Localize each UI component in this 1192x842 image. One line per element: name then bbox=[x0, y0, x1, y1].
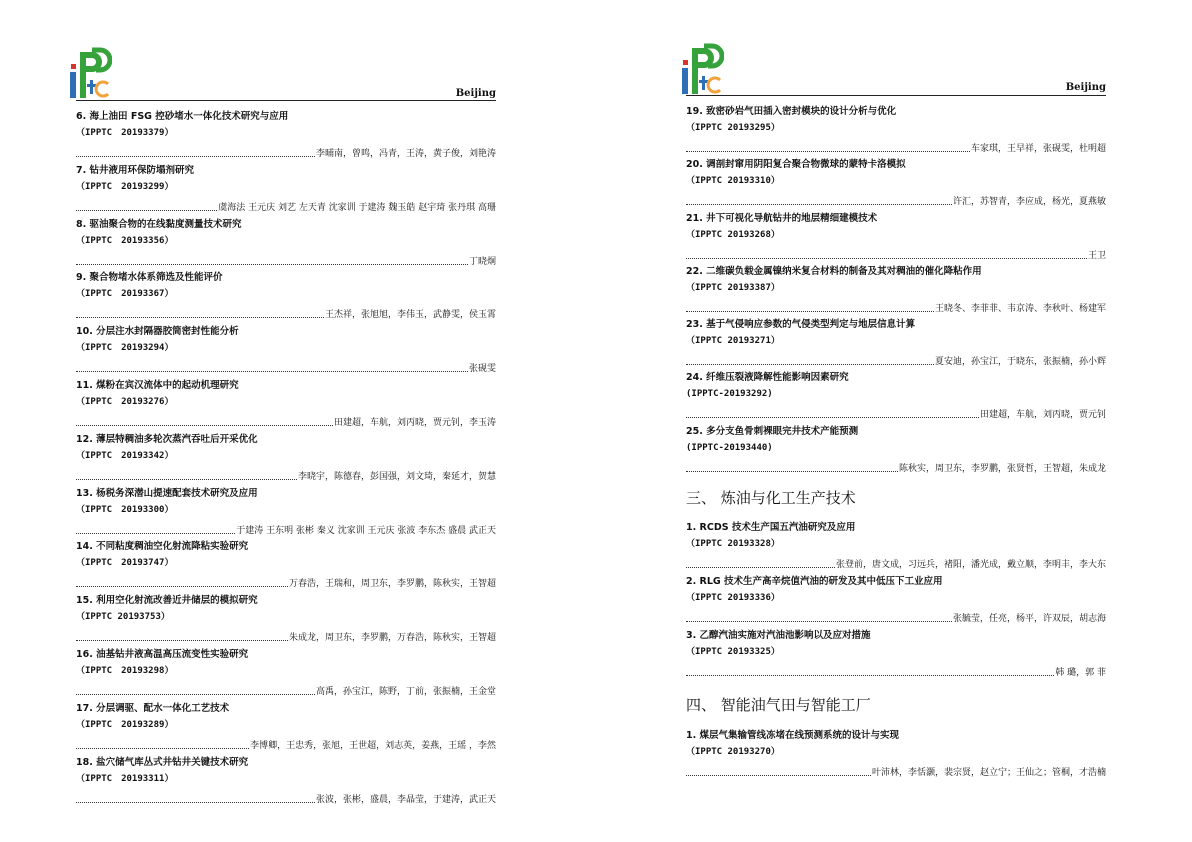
toc-entry bbox=[76, 592, 496, 646]
entry-title: 19. 致密砂岩气田插入密封模块的设计分析与优化 bbox=[686, 106, 897, 117]
entry-authors: 陈秋实，周卫东，李罗鹏，张贤哲，王智超，朱成龙 bbox=[898, 463, 1106, 474]
entry-code: （IPPTC 20193298） bbox=[76, 665, 174, 676]
entry-author-line bbox=[686, 137, 1106, 156]
entry-title: 15. 利用空化射流改善近井储层的模拟研究 bbox=[76, 595, 258, 607]
toc-entry bbox=[686, 103, 1106, 156]
entry-authors: 虞海法 王元庆 刘艺 左天青 沈家训 于建涛 魏玉皓 赵宇琦 张丹琪 高珊 bbox=[218, 202, 496, 213]
dot-leader bbox=[686, 258, 1087, 259]
entry-author-line bbox=[686, 761, 1106, 780]
entry-authors: 李晡南，曾鸣，冯青，王涛，黄子俊，刘艳涛 bbox=[315, 149, 496, 159]
dot-leader bbox=[76, 264, 468, 265]
header-rule bbox=[76, 100, 496, 101]
toc-entry bbox=[76, 485, 496, 539]
entry-title: 3. 乙醇汽油实施对汽油池影响以及应对措施 bbox=[686, 629, 871, 641]
toc-entry bbox=[686, 519, 1106, 573]
ipptc-logo bbox=[66, 46, 112, 102]
toc-entry bbox=[76, 431, 496, 485]
entry-code: （IPPTC 20193342） bbox=[76, 450, 174, 461]
dot-leader bbox=[76, 371, 468, 372]
entry-code: (IPPTC-20193440) bbox=[686, 442, 773, 453]
toc-entry bbox=[76, 216, 496, 270]
dot-leader bbox=[76, 210, 217, 211]
entry-code: （IPPTC 20193328） bbox=[686, 539, 780, 549]
toc-entry bbox=[76, 538, 496, 592]
entry-title: 16. 油基钻井液高温高压流变性实验研究 bbox=[76, 648, 249, 660]
entry-authors: 许汇，苏智青，李应成，杨光，夏燕敏 bbox=[952, 197, 1106, 208]
dot-leader bbox=[686, 567, 835, 568]
entry-title: 22. 二维碳负载金属镍纳米复合材料的制备及其对稠油的催化降粘作用 bbox=[686, 265, 982, 277]
entry-authors: 高禹，孙宝江，陈野，丁前，张振楠，王金堂 bbox=[315, 686, 496, 697]
header-rule bbox=[686, 95, 1106, 96]
entry-title: 14. 不同粘度稠油空化射流降粘实验研究 bbox=[76, 541, 249, 553]
entry-title: 9. 聚合物堵水体系筛选及性能评价 bbox=[76, 272, 223, 284]
entry-authors: 万春浩，王瑞和，周卫东，李罗鹏，陈秋实，王智超 bbox=[288, 579, 496, 590]
entry-author-line bbox=[686, 350, 1106, 369]
entry-author-line bbox=[76, 572, 496, 591]
dot-leader bbox=[686, 417, 979, 418]
entry-author-line bbox=[686, 607, 1106, 626]
entry-author-line bbox=[76, 680, 496, 699]
entry-author-line bbox=[686, 553, 1106, 572]
entry-code: （IPPTC 20193367） bbox=[76, 289, 174, 300]
entry-authors: 张波，张彬，盛晨，李晶莹，于建涛，武正天 bbox=[315, 794, 496, 805]
toc-entry bbox=[76, 323, 496, 377]
toc-entry bbox=[686, 727, 1106, 781]
entry-author-line bbox=[686, 190, 1106, 209]
entry-title: 17. 分层调驱、配水一体化工艺技术 bbox=[76, 702, 230, 714]
toc-entry bbox=[76, 646, 496, 700]
dot-leader bbox=[76, 156, 315, 157]
entry-authors: 王杰祥，张旭旭，李伟玉，武静雯，侯玉霄 bbox=[324, 310, 496, 321]
toc-entry bbox=[686, 316, 1106, 369]
entry-code: (IPPTC-20193292) bbox=[686, 389, 773, 400]
dot-leader bbox=[76, 802, 315, 803]
ipptc-logo bbox=[678, 42, 724, 98]
entry-title: 21. 井下可视化导航钻井的地层精细建模技术 bbox=[686, 212, 878, 224]
entry-authors: 张毓莹，任亮，杨平，许双辰，胡志海 bbox=[952, 613, 1106, 624]
dot-leader bbox=[686, 675, 1054, 676]
dot-leader bbox=[76, 748, 249, 749]
toc-entry bbox=[686, 369, 1106, 422]
entry-code: （IPPTC 20193299） bbox=[76, 181, 174, 192]
entry-author-line bbox=[686, 403, 1106, 422]
dot-leader bbox=[686, 151, 970, 152]
entry-authors: 叶沛林，李恬灏，裴宗贤，赵立宁；王仙之；管桐，才浩楠 bbox=[871, 768, 1106, 778]
entry-title: 25. 多分支鱼骨刺裸眼完井技术产能预测 bbox=[686, 425, 859, 437]
entry-authors: 张登前，唐文成，习远兵，褚阳，潘光成，戴立顺，李明丰，李大东 bbox=[835, 560, 1106, 570]
entry-code: （IPPTC 20193294） bbox=[76, 343, 174, 354]
entry-authors: 于建涛 王东明 张彬 秦义 沈家训 王元庆 张波 李东杰 盛晨 武正天 bbox=[236, 525, 496, 536]
entry-title: 23. 基于气侵响应参数的气侵类型判定与地层信息计算 bbox=[686, 319, 916, 331]
entry-author-line bbox=[76, 734, 496, 753]
toc-entry bbox=[686, 210, 1106, 263]
entry-authors: 李晓宇，陈德春，彭国强，刘文琦，秦延才，贺慧 bbox=[297, 471, 496, 482]
entry-code: （IPPTC 20193379） bbox=[76, 128, 174, 138]
dot-leader bbox=[76, 533, 235, 534]
entry-title: 13. 杨税务深潜山提速配套技术研究及应用 bbox=[76, 487, 258, 499]
section-3-heading: 三、 炼油与化工生产技术 bbox=[686, 489, 856, 507]
entry-code: （IPPTC 20193311） bbox=[76, 773, 174, 784]
entry-code: （IPPTC 20193387） bbox=[686, 282, 780, 293]
entry-authors: 朱成龙，周卫东，李罗鹏，万春浩，陈秋实，王智超 bbox=[288, 633, 496, 644]
entry-title: 11. 煤粉在宾汉流体中的起动机理研究 bbox=[76, 379, 239, 391]
toc-entry bbox=[686, 627, 1106, 681]
entry-code: （IPPTC 20193310） bbox=[686, 176, 780, 187]
dot-leader bbox=[686, 775, 871, 776]
entry-code: （IPPTC 20193325） bbox=[686, 646, 780, 657]
entry-title: 6. 海上油田 FSG 控砂堵水一体化技术研究与应用 bbox=[76, 111, 289, 122]
right-page bbox=[596, 0, 1192, 842]
entry-authors: 田建超，车航，刘丙晓，贾元钊，李玉涛 bbox=[333, 417, 496, 428]
entry-author-line bbox=[686, 661, 1106, 680]
section-3-entry-list bbox=[686, 519, 1106, 680]
entry-title: 20. 调剖封窜用阴阳复合聚合物微球的蒙特卡洛模拟 bbox=[686, 159, 906, 171]
dot-leader bbox=[686, 204, 952, 205]
dot-leader bbox=[686, 311, 934, 312]
entry-author-line bbox=[686, 297, 1106, 316]
entry-authors: 夏安迪，孙宝江，于晓东，张振楠，孙小辉 bbox=[934, 357, 1106, 368]
dot-leader bbox=[686, 621, 952, 622]
entry-title: 7. 钻井液用环保防塌剂研究 bbox=[76, 164, 195, 176]
entry-code: （IPPTC 20193268） bbox=[686, 229, 780, 240]
entry-code: （IPPTC 20193747） bbox=[76, 558, 174, 569]
section-4-entry-list bbox=[686, 727, 1106, 781]
entry-title: 10. 分层注水封隔器胶筒密封性能分析 bbox=[76, 326, 239, 338]
dot-leader bbox=[76, 479, 297, 480]
entry-title: 8. 驱油聚合物的在线黏度测量技术研究 bbox=[76, 218, 242, 230]
entry-authors: 韩 璐，郭 菲 bbox=[1055, 667, 1106, 678]
entry-authors: 丁晓炯 bbox=[468, 256, 496, 267]
entry-code: （IPPTC 20193336） bbox=[686, 592, 780, 603]
entry-author-line bbox=[76, 465, 496, 484]
entry-author-line bbox=[76, 196, 496, 215]
entry-author-line bbox=[76, 250, 496, 269]
toc-entry bbox=[76, 377, 496, 431]
dot-leader bbox=[76, 586, 288, 587]
dot-leader bbox=[686, 471, 898, 472]
entry-author-line bbox=[76, 142, 496, 161]
toc-entry bbox=[76, 269, 496, 323]
entry-authors: 王晓冬、李菲菲、韦京涛、李秋叶、杨建军 bbox=[934, 303, 1106, 314]
entry-code: （IPPTC 20193271） bbox=[686, 336, 780, 347]
entry-code: （IPPTC 20193276） bbox=[76, 396, 174, 407]
entry-title: 12. 薄层特稠油多轮次蒸汽吞吐后开采优化 bbox=[76, 433, 258, 445]
entry-title: 1. RCDS 技术生产国五汽油研究及应用 bbox=[686, 522, 856, 533]
toc-entry bbox=[686, 263, 1106, 316]
entry-authors: 张砚雯 bbox=[468, 364, 496, 375]
entry-authors: 李博卿，王忠秀，张旭，王世超，刘志英，姜燕，王瑶 ，李然 bbox=[250, 740, 496, 751]
toc-entry bbox=[76, 108, 496, 162]
dot-leader bbox=[76, 425, 333, 426]
left-entry-list bbox=[76, 108, 496, 807]
entry-code: （IPPTC 20193270） bbox=[686, 747, 780, 757]
entry-code: （IPPTC 20193356） bbox=[76, 235, 174, 246]
toc-entry bbox=[686, 423, 1106, 476]
toc-entry bbox=[686, 573, 1106, 627]
entry-authors: 车家琪，王早祥，张砚雯，杜明超 bbox=[970, 144, 1106, 154]
entry-title: 18. 盐穴储气库丛式井钻井关键技术研究 bbox=[76, 756, 249, 768]
toc-entry bbox=[76, 162, 496, 216]
entry-author-line bbox=[76, 788, 496, 807]
right-entry-list bbox=[686, 103, 1106, 476]
toc-entry bbox=[76, 754, 496, 808]
entry-title: 1. 煤层气集输管线冻堵在线预测系统的设计与实现 bbox=[686, 730, 900, 741]
entry-title: 2. RLG 技术生产高辛烷值汽油的研发及其中低压下工业应用 bbox=[686, 575, 943, 587]
entry-author-line bbox=[76, 519, 496, 538]
entry-title: 24. 纤维压裂液降解性能影响因素研究 bbox=[686, 372, 849, 384]
dot-leader bbox=[76, 640, 288, 641]
dot-leader bbox=[76, 694, 315, 695]
dot-leader bbox=[76, 317, 324, 318]
entry-author-line bbox=[76, 303, 496, 322]
header-city: Beijing bbox=[455, 88, 496, 99]
entry-author-line bbox=[686, 457, 1106, 476]
dot-leader bbox=[686, 364, 934, 365]
header-city: Beijing bbox=[1065, 82, 1106, 93]
entry-code: （IPPTC 20193289） bbox=[76, 719, 174, 730]
toc-entry bbox=[686, 156, 1106, 209]
entry-author-line bbox=[76, 411, 496, 430]
entry-author-line bbox=[686, 244, 1106, 263]
toc-entry bbox=[76, 700, 496, 754]
entry-authors: 田建超，车航，刘丙晓，贾元钊 bbox=[979, 410, 1106, 421]
entry-author-line bbox=[76, 626, 496, 645]
section-4-heading: 四、 智能油气田与智能工厂 bbox=[686, 696, 871, 714]
entry-code: （IPPTC 20193295） bbox=[686, 123, 780, 133]
entry-author-line bbox=[76, 357, 496, 376]
entry-authors: 王卫 bbox=[1087, 250, 1106, 261]
entry-code: （IPPTC 20193753） bbox=[76, 612, 170, 623]
entry-code: （IPPTC 20193300） bbox=[76, 504, 174, 515]
